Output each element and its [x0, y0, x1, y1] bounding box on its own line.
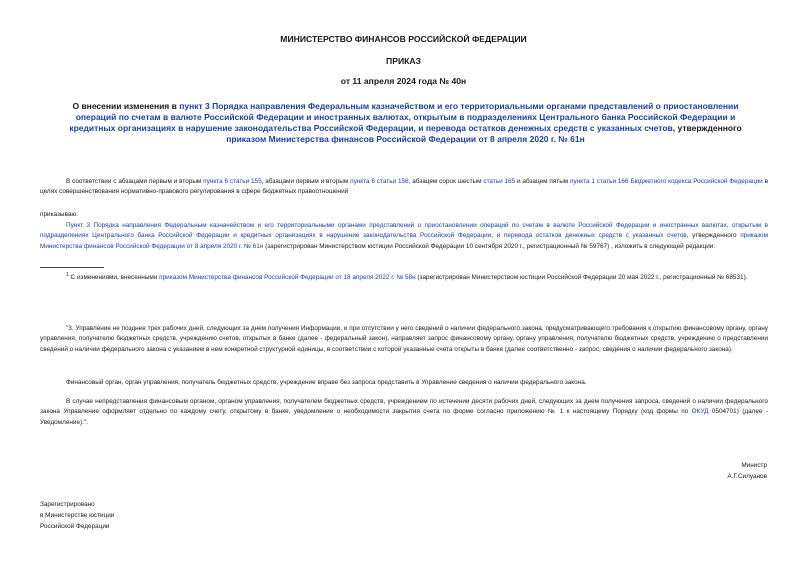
item-paragraph — [40, 221, 768, 252]
intro-text-1: В соответствии с абзацами первым и вторым — [66, 178, 204, 185]
quote-text-2: 0504701) (далее - Уведомление).". — [40, 408, 768, 426]
registration-line-1: Зарегистрировано — [40, 501, 95, 508]
footnote-text-1: С изменениями, внесенными — [68, 274, 160, 281]
signature-block — [727, 460, 767, 482]
intro-link-156[interactable]: пункта 6 статьи 156 — [350, 178, 409, 185]
date-number-heading: от 11 апреля 2024 года № 40н — [340, 76, 467, 86]
title-link-order[interactable]: приказом Министерства финансов Российской Федерации от 8 апреля 2020 г. № 61н — [226, 134, 585, 144]
signature-position: Министр — [741, 462, 767, 469]
item-link-procedure[interactable]: Пункт 3 Порядка направления Федеральным казначейством и его территориальными органами представлений о приостановлении операций по счетам в валюте Российской Федерации и иностранных валютах, открытым в подразделениях Центрального банка Российской Федерации и кредитных организациях в нарушение законодательства Российской Федерации, и перевода остатков денежных средств с указанных счетов — [40, 222, 768, 240]
intro-text-3: , абзацем сорок шестым — [408, 178, 484, 185]
signature-name: А.Г.Силуанов — [727, 473, 767, 480]
intro-text-5: в целях совершенствования нормативно-правового регулирования в сфере бюджетных правоотношений — [40, 178, 769, 196]
quote-paragraph-3 — [40, 397, 768, 428]
intro-paragraph — [40, 177, 768, 198]
ministry-heading: МИНИСТЕРСТВО ФИНАНСОВ РОССИЙСКОЙ ФЕДЕРАЦИИ — [280, 34, 527, 44]
registration-block — [40, 499, 114, 532]
registration-line-3: Российской Федерации — [40, 523, 110, 530]
footnote-divider — [40, 267, 104, 268]
quote-paragraph-2: Финансовый орган, орган управления, получатель бюджетных средств, учреждение вправе без запроса представить в Управление сведения о наличии федерального закона. — [66, 379, 587, 386]
intro-link-165[interactable]: статьи 165 — [483, 178, 516, 185]
okud-link[interactable]: ОКУД — [691, 408, 709, 416]
intro-link-155[interactable]: пункта 6 статьи 155 — [203, 178, 262, 185]
title-link-procedure[interactable]: пункт 3 Порядка направления Федеральным казначейством и его территориальными органами представлений о приостановлении операций по счетам в валюте Российской Федерации и иностранных валютах, открытым в подразделениях Центрального банка Российской Федерации и кредитных организациях в нарушение законодательства Российской Федерации, и перевода остатков денежных средств с указанных счетов — [69, 101, 739, 133]
title-text-1: О внесении изменения в — [72, 101, 180, 111]
quote-paragraph-1: "3. Управление не позднее трех рабочих дней, следующих за днем получения Информации, и при отсутствии у него сведений о наличии федерального закона, предусматривающего требования к открытию финансовому органу, органу управления, получателю бюджетных средств, учреждению счетов, открытых в банке (далее - федеральный закон), направляет запрос финансовому органу, органу управления, получателю бюджетных средств, учреждению о представлении сведений о наличии федерального закона с указанием в нем конкретной структурной единицы, в соответствии с которой указанные счета открыты в банке (далее соответственно - запрос, сведения о наличии федерального закона). — [40, 325, 768, 353]
footnote-link-order[interactable]: приказом Министерства финансов Российской Федерации от 18 апреля 2022 г. № 58н — [159, 274, 416, 281]
footnote — [40, 272, 768, 284]
item-text-1: , утвержденного — [686, 232, 741, 240]
document-title — [58, 101, 753, 145]
item-link-order[interactable]: приказом Министерства финансов Российской Федерации от 8 апреля 2020 г. № 61н — [40, 232, 768, 250]
decree-word: приказываю: — [40, 211, 78, 218]
intro-link-166[interactable]: пункта 1 статьи 166 Бюджетного кодекса Российской Федерации — [570, 178, 763, 185]
item-text-3: , изложить в следующей редакции: — [611, 242, 716, 250]
item-text-2: (зарегистрирован Министерством юстиции Российской Федерации 10 сентября 2020 г., регистрационный № 59767) — [263, 242, 612, 250]
doc-type-heading: ПРИКАЗ — [386, 56, 421, 66]
registration-line-2: в Министерстве юстиции — [40, 512, 115, 519]
quote-text-1: В случае непредставления финансовым органом, органом управления, получателем бюджетных средств, учреждением по истечении десяти рабочих дней, следующих за днем получения запроса, сведений о наличии федерального закона Управление оформляет отдельно по каждому счету, открытому в банке, уведомление о необходимости закрытия счета по форме согласно приложению № 1 к настоящему Порядку (код формы по — [40, 398, 768, 416]
intro-text-2: , абзацами первым и вторым — [261, 178, 351, 185]
intro-text-4: и абзацем пятым — [515, 178, 571, 185]
footnote-text-2: (зарегистрирован Министерством юстиции Российской Федерации 20 мая 2022 г., регистрационный № 68531). — [415, 274, 748, 281]
title-text-2: , утвержденного — [672, 123, 742, 133]
footnote-mark: 1 — [66, 271, 69, 278]
